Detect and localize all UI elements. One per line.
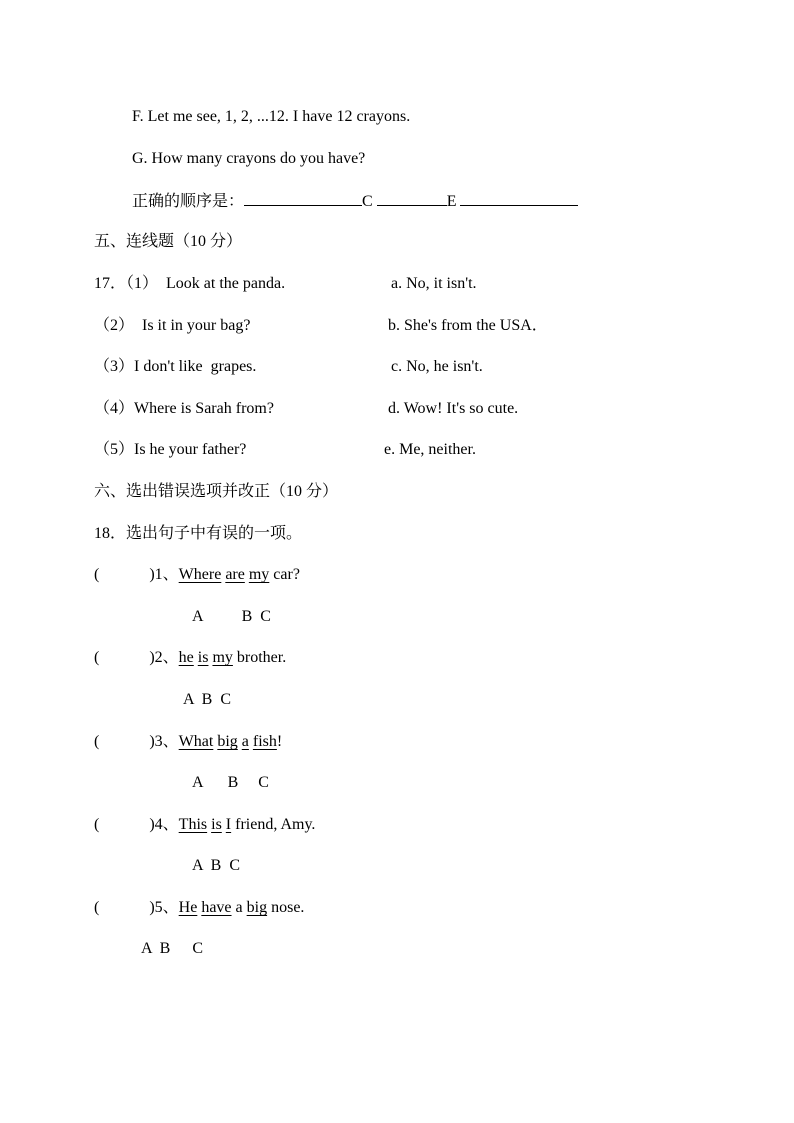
option-letters-4: A B C: [192, 857, 241, 874]
bracket-close: ): [149, 816, 155, 833]
section5-title: 五、连线题（10 分）: [94, 233, 243, 250]
underlined-option-c: I: [225, 816, 232, 833]
underlined-option-b: have: [201, 899, 232, 916]
order-given-e: E: [446, 193, 457, 210]
option-letters-2: A B C: [183, 691, 232, 708]
match-right-c: c. No, he isn't.: [391, 358, 483, 375]
answer-bracket-2[interactable]: [99, 648, 149, 662]
bracket-open: (: [94, 566, 100, 583]
bracket-close: ): [149, 733, 155, 750]
option-g: G. How many crayons do you have?: [132, 150, 366, 167]
error-item-2: ( )2、he is my brother.: [94, 649, 287, 666]
underlined-option-b: big: [217, 733, 238, 750]
option-f: F. Let me see, 1, 2, ...12. I have 12 crayons.: [132, 108, 411, 125]
question-number-17: 17．: [94, 275, 127, 292]
match-left-4: （4）Where is Sarah from?: [94, 400, 274, 417]
match-right-e: e. Me, neither.: [384, 441, 476, 458]
error-item-1: ( )1、Where are my car?: [94, 566, 300, 583]
answer-blank-3[interactable]: [460, 191, 578, 206]
error-item-4: ( )4、This is I friend, Amy.: [94, 816, 316, 833]
answer-blank-2[interactable]: [377, 191, 447, 206]
underlined-option-a: He: [178, 899, 198, 916]
underlined-option-c: fish: [252, 733, 277, 750]
underlined-option-c: my: [212, 649, 233, 666]
error-item-5: ( )5、He have a big nose.: [94, 899, 305, 916]
bracket-open: (: [94, 899, 100, 916]
section6-title: 六、选出错误选项并改正（10 分）: [94, 483, 339, 500]
answer-bracket-4[interactable]: [99, 815, 149, 829]
match-right-d: d. Wow! It's so cute.: [388, 400, 519, 417]
underlined-option-a: he: [178, 649, 194, 666]
answer-bracket-5[interactable]: [99, 898, 149, 912]
answer-bracket-3[interactable]: [99, 732, 149, 746]
match-left-5: （5）Is he your father?: [94, 441, 247, 458]
underlined-option-b: is: [197, 649, 209, 666]
underlined-option-c: my: [248, 566, 270, 583]
bracket-close: ): [149, 649, 155, 666]
error-item-3: ( )3、What big a fish!: [94, 733, 283, 750]
underlined-option-a: This: [178, 816, 208, 833]
underlined-option-b: is: [211, 816, 222, 833]
answer-blank-1[interactable]: [244, 191, 362, 206]
underlined-option-a: What: [178, 733, 214, 750]
match-left-3: （3）I don't like grapes.: [94, 358, 257, 375]
bracket-close: ): [149, 899, 155, 916]
bracket-open: (: [94, 733, 100, 750]
option-letters-3: A B C: [192, 774, 269, 791]
order-given-c: C: [362, 193, 373, 210]
underlined-option-b: are: [225, 566, 245, 583]
match-right-a: a. No, it isn't.: [391, 275, 477, 292]
answer-bracket-1[interactable]: [99, 565, 149, 579]
section6-instruction: 18．选出句子中有误的一项。: [94, 525, 303, 542]
match-right-b: b. She's from the USA．: [388, 317, 548, 334]
option-letters-1: A B C: [192, 608, 271, 625]
underlined-option-c: big: [246, 899, 268, 916]
order-line: [132, 191, 578, 212]
bracket-close: ): [149, 566, 155, 583]
option-letters-5: A B C: [141, 940, 204, 957]
match-left-2: （2） Is it in your bag?: [94, 317, 251, 334]
bracket-open: (: [94, 816, 100, 833]
match-left-1: 17．（1） Look at the panda.: [94, 275, 286, 292]
underlined-option-a: Where: [178, 566, 222, 583]
bracket-open: (: [94, 649, 100, 666]
order-label: 正确的顺序是：: [132, 193, 245, 210]
